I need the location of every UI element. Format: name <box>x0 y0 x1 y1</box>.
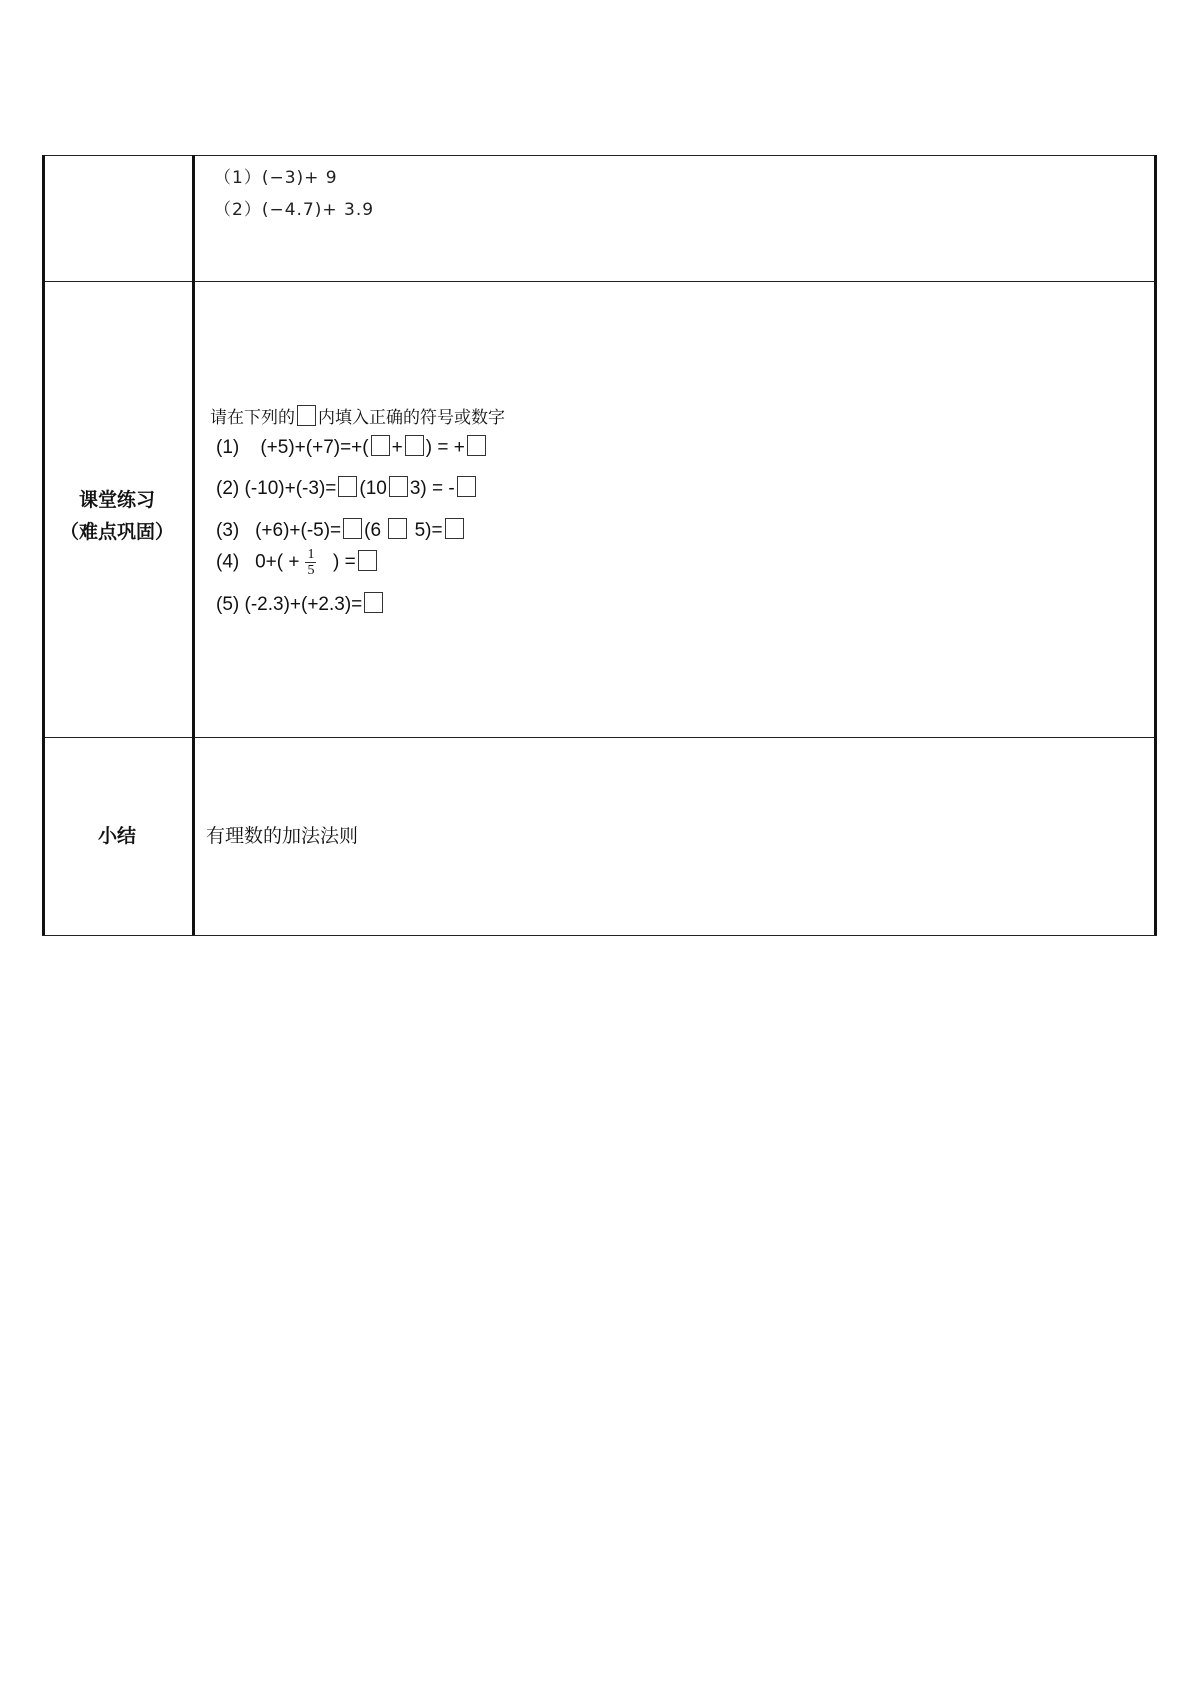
instruction-text-before: 请在下列的 <box>210 408 295 428</box>
row-divider-1 <box>42 281 1157 282</box>
answer-box[interactable] <box>371 435 390 456</box>
answer-box[interactable] <box>405 435 424 456</box>
row1-item-1: （1）(−3)+ 9 <box>214 168 338 188</box>
problem-1 <box>216 435 488 459</box>
row-divider-2 <box>42 737 1157 738</box>
answer-box-icon <box>297 405 316 426</box>
summary-content: 有理数的加法法则 <box>206 825 359 847</box>
problem-1-expr: (+5)+(+7)=+( <box>260 437 369 458</box>
problem-2 <box>216 476 478 500</box>
problem-1-result: ) = + <box>425 437 465 458</box>
problem-1-plus: + <box>391 437 403 458</box>
problem-3-result: 5)= <box>414 520 443 541</box>
table-bottom-border <box>42 935 1157 936</box>
practice-sublabel: （难点巩固） <box>59 521 174 543</box>
instruction <box>210 403 505 428</box>
column-divider <box>192 155 195 935</box>
answer-box[interactable] <box>388 518 407 539</box>
table-left-border <box>42 155 45 935</box>
answer-box[interactable] <box>364 592 383 613</box>
row1-item-2: （2）(−4.7)+ 3.9 <box>214 200 375 220</box>
answer-box[interactable] <box>338 476 357 497</box>
problem-1-number: (1) <box>216 437 240 458</box>
fraction-denominator: 5 <box>307 563 315 578</box>
problem-2-result: 3) = - <box>409 478 455 499</box>
problem-2-expr: (-10)+(-3)= <box>244 478 337 499</box>
problem-3-expr: (+6)+(-5)= <box>255 520 342 541</box>
problem-4-number: (4) <box>216 551 240 573</box>
problem-3-mid: (6 <box>364 520 382 541</box>
answer-box[interactable] <box>358 550 377 571</box>
problem-4 <box>216 547 379 578</box>
instruction-text-after: 内填入正确的符号或数字 <box>318 408 505 428</box>
fraction-numerator: 1 <box>307 547 315 562</box>
practice-label: 课堂练习 <box>78 489 155 511</box>
problem-3-number: (3) <box>216 520 240 541</box>
problem-2-number: (2) <box>216 478 240 499</box>
problem-3 <box>216 518 466 542</box>
lesson-table <box>42 155 1157 935</box>
answer-box[interactable] <box>389 476 408 497</box>
problem-4-result: ) = <box>333 551 356 573</box>
problem-5 <box>216 592 385 616</box>
problem-5-number: (5) <box>216 594 240 615</box>
answer-box[interactable] <box>343 518 362 539</box>
answer-box[interactable] <box>467 435 486 456</box>
table-top-border <box>42 155 1157 156</box>
problem-5-expr: (-2.3)+(+2.3)= <box>244 594 363 615</box>
problem-2-mid: (10 <box>359 478 387 499</box>
table-right-border <box>1154 155 1157 935</box>
problem-4-expr: 0+( + <box>255 551 300 573</box>
answer-box[interactable] <box>457 476 476 497</box>
answer-box[interactable] <box>445 518 464 539</box>
summary-label: 小结 <box>97 825 136 847</box>
fraction <box>305 547 316 578</box>
